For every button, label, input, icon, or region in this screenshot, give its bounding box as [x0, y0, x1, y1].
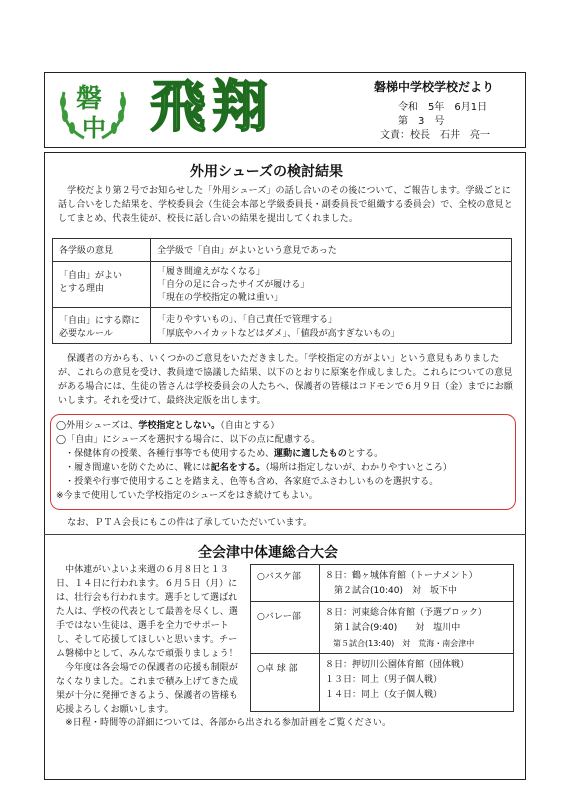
table-row-value: 「走りやすいもの」、「自己責任で管理する」 [157, 315, 338, 325]
proposal-line-4: ・履き間違いを防ぐために、靴には記名をする。（場所は指定しないが、わかりやすいところ） [56, 463, 452, 473]
section2-note: ※日程・時間等の詳細については、各部から出される参加計画をご覧ください。 [56, 718, 392, 728]
schedule-sport: ○バレー部 [257, 612, 301, 622]
table-row-label: 各学級の意見 [59, 246, 114, 256]
section2-heading: 全会津中体連総合大会 [198, 545, 338, 561]
section2-body: 中体連がいよいよ来週の６月８日と１３日、１４日に行われます。６月５日（月）には、壮行会も行われます。選手として選ばれた人は、学校の代表として最善を尽くし、選手ではない生徒は、選手を全力でサポートし、そして応援してほしいと思います。チーム磐梯中として、みんなで頑張りましょう！ 今年度は各会場での保護者の応援も制限がなくなりました。これまで積み上げてきた成果が十分に発揮できるよう、保護者の皆様も応援よろしくお願いします。 [56, 565, 239, 715]
school-name: 磐梯中学校学校だより [374, 80, 495, 94]
schedule-detail: 第５試合(13:40) 対 荒海・南会津中 [325, 639, 475, 648]
schedule-detail: ８日：押切川公園体育館（団体戦） [325, 660, 470, 670]
issue-number: 第 3 号 [398, 116, 445, 127]
table-row-value: 「履き間違えがなくなる」 [157, 267, 266, 277]
proposal-line-3: ・保健体育の授業、各種行事等でも使用するため、運動に適したものとする。 [56, 449, 384, 459]
table-row-value: 「厚底やハイカットなどはダメ」、「値段が高すぎないもの」 [157, 329, 400, 339]
schedule-detail: １３日：同上（男子個人戦） [325, 675, 443, 685]
section1-intro: 学校だより第２号でお知らせした「外用シューズ」の話し合いのその後について、ご報告します。学級ごとに話し合いをした結果を、学校委員会（生徒会本部と学級委員長・副委員長で組織する委員会）で、全校の意見としてまとめ、代表生徒が、校長に話し合いの結果を提出してくれました。 [58, 186, 513, 224]
table-row-label: 「自由」がよい とする理由 [59, 271, 123, 294]
emblem-char-top: 磐 [76, 84, 103, 114]
section1-closing: なお、ＰＴＡ会長にもこの件は了承していただいています。 [58, 518, 313, 528]
proposal-line-5: ・授業や行事で使用することを踏まえ、色等も含め、各家庭でふさわしいものを選択する。 [56, 477, 439, 487]
schedule-table [250, 564, 514, 712]
table-row-label: 「自由」にする際に 必要なルール [59, 316, 141, 339]
proposal-line-2: ◯「自由」にシューズを選択する場合に、以下の点に配慮する。 [56, 435, 321, 445]
schedule-sport: ○バスケ部 [257, 572, 301, 582]
schedule-sport: ○卓 球 部 [257, 664, 298, 674]
opinion-table [52, 238, 512, 344]
table-row-value: 「自分の足に合ったサイズが履ける」 [157, 280, 310, 290]
emblem [54, 78, 132, 142]
section-divider [44, 534, 526, 535]
proposal-line-6: ※今まで使用していた学校指定のシューズをはき続けてもよい。 [56, 491, 318, 501]
section1-para2: 保護者の方からも、いくつかのご意見をいただきました。「学校指定の方がよい」という意見もありましたが、これらの意見を受け、教員達で協議した結果、以下のとおりに原案を作成しました。これらについての意見がある場合には、生徒の皆さんは学校委員会の人たちへ、保護者の皆様はコドモンで６月９日（金）までにお願いします。それを受けて、最終決定版を出します。 [58, 354, 514, 406]
section1-heading: 外用シューズの検討結果 [190, 164, 344, 180]
schedule-detail: 第２試合(10:40) 対 坂下中 [325, 586, 457, 596]
author: 文責：校長 石井 亮一 [380, 130, 490, 141]
newsletter-title: 飛翔 [150, 75, 274, 140]
proposal-line-1: ◯外用シューズは、学校指定としない。（自由とする） [56, 421, 280, 431]
table-row-value: 全学級で「自由」がよいという意見であった [157, 246, 337, 256]
schedule-detail: ８日：鶴ヶ城体育館（トーナメント） [325, 571, 478, 581]
issue-date: 令和 5年 6月1日 [398, 102, 488, 113]
emblem-char-bottom: 中 [82, 114, 106, 142]
schedule-detail: １４日：同上（女子個人戦） [325, 690, 443, 700]
table-row-value: 「現在の学校指定の靴は重い」 [157, 293, 284, 303]
schedule-detail: ８日：河東総合体育館（予選ブロック） [325, 608, 487, 618]
schedule-detail: 第１試合(9:40) 対 塩川中 [325, 623, 461, 633]
